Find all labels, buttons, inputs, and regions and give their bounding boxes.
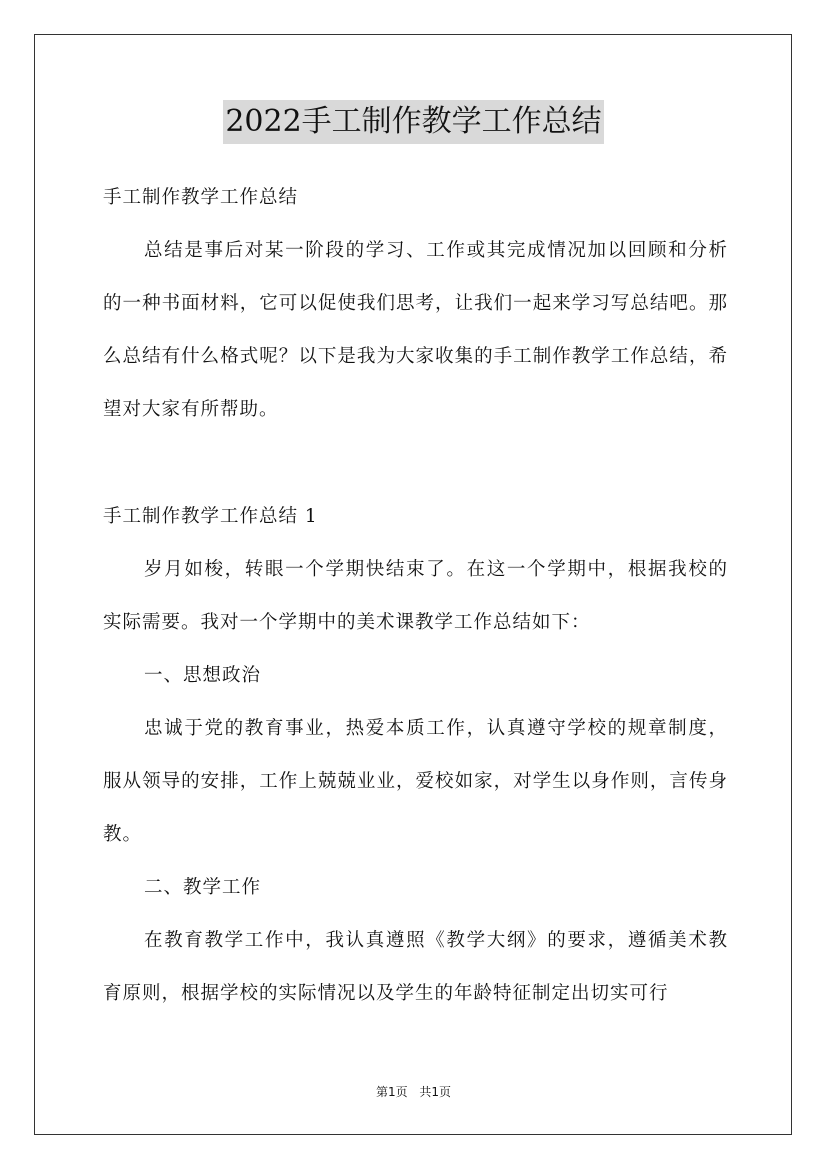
section-heading-summary-1: 手工制作教学工作总结 1 [103, 506, 318, 527]
subheading-teaching: 二、教学工作 [144, 877, 262, 898]
document-body [103, 171, 728, 1020]
subheading-ideology: 一、思想政治 [144, 665, 262, 686]
paragraph-teaching: 在教育教学工作中，我认真遵照《教学大纲》的要求，遵循美术教育原则，根据学校的实际情况以及学生的年龄特征制定出切实可行 [103, 930, 728, 1004]
paragraph-gap [103, 436, 728, 490]
paragraph-ideology: 忠诚于党的教育事业，热爱本质工作，认真遵守学校的规章制度，服从领导的安排，工作上兢兢业业，爱校如家，对学生以身作则，言传身教。 [103, 718, 728, 845]
page-footer [0, 1084, 827, 1100]
section-heading-intro: 手工制作教学工作总结 [103, 187, 299, 208]
paragraph-summary-opening: 岁月如梭，转眼一个学期快结束了。在这一个学期中，根据我校的实际需要。我对一个学期中的美术课教学工作总结如下： [103, 559, 728, 633]
page-total: 共1页 [419, 1085, 452, 1099]
document-title-container [0, 100, 827, 144]
page-number: 第1页 [375, 1085, 408, 1099]
paragraph-intro: 总结是事后对某一阶段的学习、工作或其完成情况加以回顾和分析的一种书面材料，它可以促使我们思考，让我们一起来学习写总结吧。那么总结有什么格式呢？以下是我为大家收集的手工制作教学工作总结，希望对大家有所帮助。 [103, 240, 728, 420]
document-title: 2022手工制作教学工作总结 [223, 100, 603, 144]
